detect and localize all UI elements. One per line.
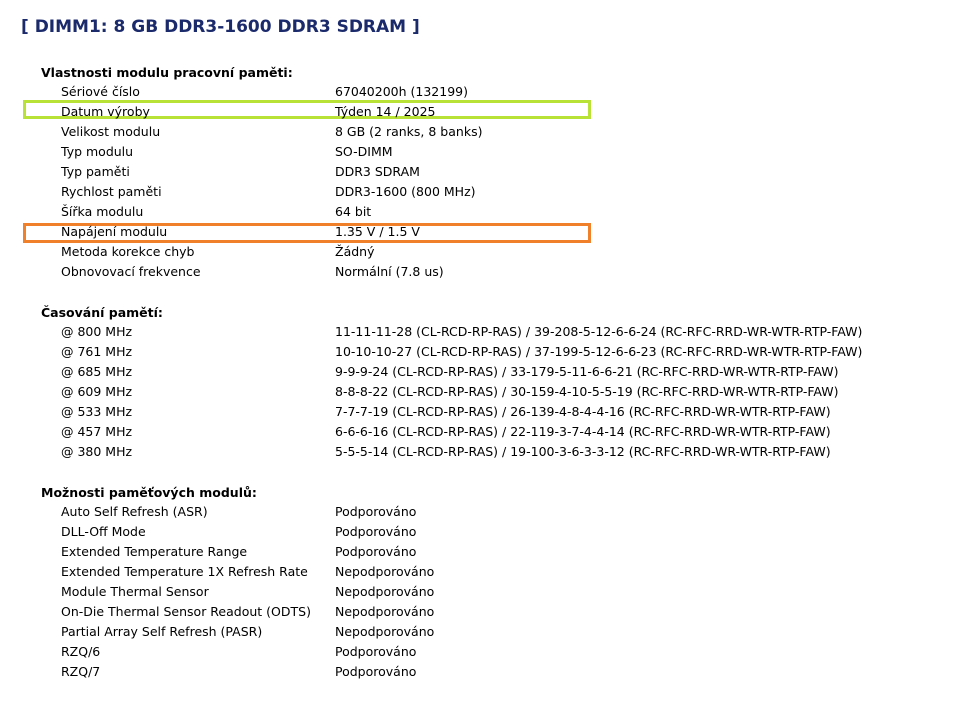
section-title-timings: Časování pamětí: <box>41 305 163 320</box>
property-value: Normální (7.8 us) <box>335 264 444 279</box>
property-value: SO-DIMM <box>335 144 393 159</box>
feature-label: DLL-Off Mode <box>61 524 146 539</box>
property-label: Metoda korekce chyb <box>61 244 195 259</box>
feature-label: Partial Array Self Refresh (PASR) <box>61 624 263 639</box>
property-value: 1.35 V / 1.5 V <box>335 224 420 239</box>
property-value: Žádný <box>335 244 375 259</box>
feature-label: Module Thermal Sensor <box>61 584 209 599</box>
feature-status: Nepodporováno <box>335 624 435 639</box>
timing-frequency: @ 457 MHz <box>61 424 133 439</box>
feature-status: Nepodporováno <box>335 604 435 619</box>
timing-frequency: @ 533 MHz <box>61 404 133 419</box>
timing-values: 10-10-10-27 (CL-RCD-RP-RAS) / 37-199-5-12-6-6-23 (RC-RFC-RRD-WR-WTR-RTP-FAW) <box>335 344 863 359</box>
feature-status: Podporováno <box>335 644 417 659</box>
timing-values: 5-5-5-14 (CL-RCD-RP-RAS) / 19-100-3-6-3-3-12 (RC-RFC-RRD-WR-WTR-RTP-FAW) <box>335 444 831 459</box>
feature-status: Podporováno <box>335 544 417 559</box>
feature-label: Extended Temperature 1X Refresh Rate <box>61 564 308 579</box>
timing-frequency: @ 761 MHz <box>61 344 133 359</box>
feature-label: On-Die Thermal Sensor Readout (ODTS) <box>61 604 311 619</box>
property-label: Velikost modulu <box>61 124 161 139</box>
property-label: Rychlost paměti <box>61 184 162 199</box>
property-label: Typ paměti <box>61 164 130 179</box>
property-value: Týden 14 / 2025 <box>335 104 436 119</box>
property-label: Napájení modulu <box>61 224 168 239</box>
feature-status: Nepodporováno <box>335 584 435 599</box>
timing-frequency: @ 685 MHz <box>61 364 133 379</box>
property-value: DDR3-1600 (800 MHz) <box>335 184 476 199</box>
feature-label: RZQ/6 <box>61 644 101 659</box>
property-value: DDR3 SDRAM <box>335 164 420 179</box>
timing-values: 7-7-7-19 (CL-RCD-RP-RAS) / 26-139-4-8-4-4-16 (RC-RFC-RRD-WR-WTR-RTP-FAW) <box>335 404 831 419</box>
feature-status: Podporováno <box>335 664 417 679</box>
timing-frequency: @ 800 MHz <box>61 324 133 339</box>
timing-values: 11-11-11-28 (CL-RCD-RP-RAS) / 39-208-5-12-6-6-24 (RC-RFC-RRD-WR-WTR-RTP-FAW) <box>335 324 863 339</box>
property-label: Obnovovací frekvence <box>61 264 201 279</box>
property-label: Šířka modulu <box>61 204 144 219</box>
feature-status: Podporováno <box>335 524 417 539</box>
report-title: [ DIMM1: 8 GB DDR3-1600 DDR3 SDRAM ] <box>21 17 420 37</box>
timing-values: 9-9-9-24 (CL-RCD-RP-RAS) / 33-179-5-11-6-6-21 (RC-RFC-RRD-WR-WTR-RTP-FAW) <box>335 364 839 379</box>
property-label: Typ modulu <box>61 144 134 159</box>
property-value: 64 bit <box>335 204 372 219</box>
timing-frequency: @ 609 MHz <box>61 384 133 399</box>
feature-label: RZQ/7 <box>61 664 101 679</box>
feature-label: Auto Self Refresh (ASR) <box>61 504 208 519</box>
section-title-module-properties: Vlastnosti modulu pracovní paměti: <box>41 65 293 80</box>
property-label: Datum výroby <box>61 104 150 119</box>
timing-values: 8-8-8-22 (CL-RCD-RP-RAS) / 30-159-4-10-5-5-19 (RC-RFC-RRD-WR-WTR-RTP-FAW) <box>335 384 839 399</box>
feature-status: Podporováno <box>335 504 417 519</box>
feature-status: Nepodporováno <box>335 564 435 579</box>
feature-label: Extended Temperature Range <box>61 544 248 559</box>
property-label: Sériové číslo <box>61 84 140 99</box>
property-value: 67040200h (132199) <box>335 84 468 99</box>
timing-values: 6-6-6-16 (CL-RCD-RP-RAS) / 22-119-3-7-4-4-14 (RC-RFC-RRD-WR-WTR-RTP-FAW) <box>335 424 831 439</box>
property-value: 8 GB (2 ranks, 8 banks) <box>335 124 483 139</box>
timing-frequency: @ 380 MHz <box>61 444 133 459</box>
section-title-features: Možnosti paměťových modulů: <box>41 485 257 500</box>
